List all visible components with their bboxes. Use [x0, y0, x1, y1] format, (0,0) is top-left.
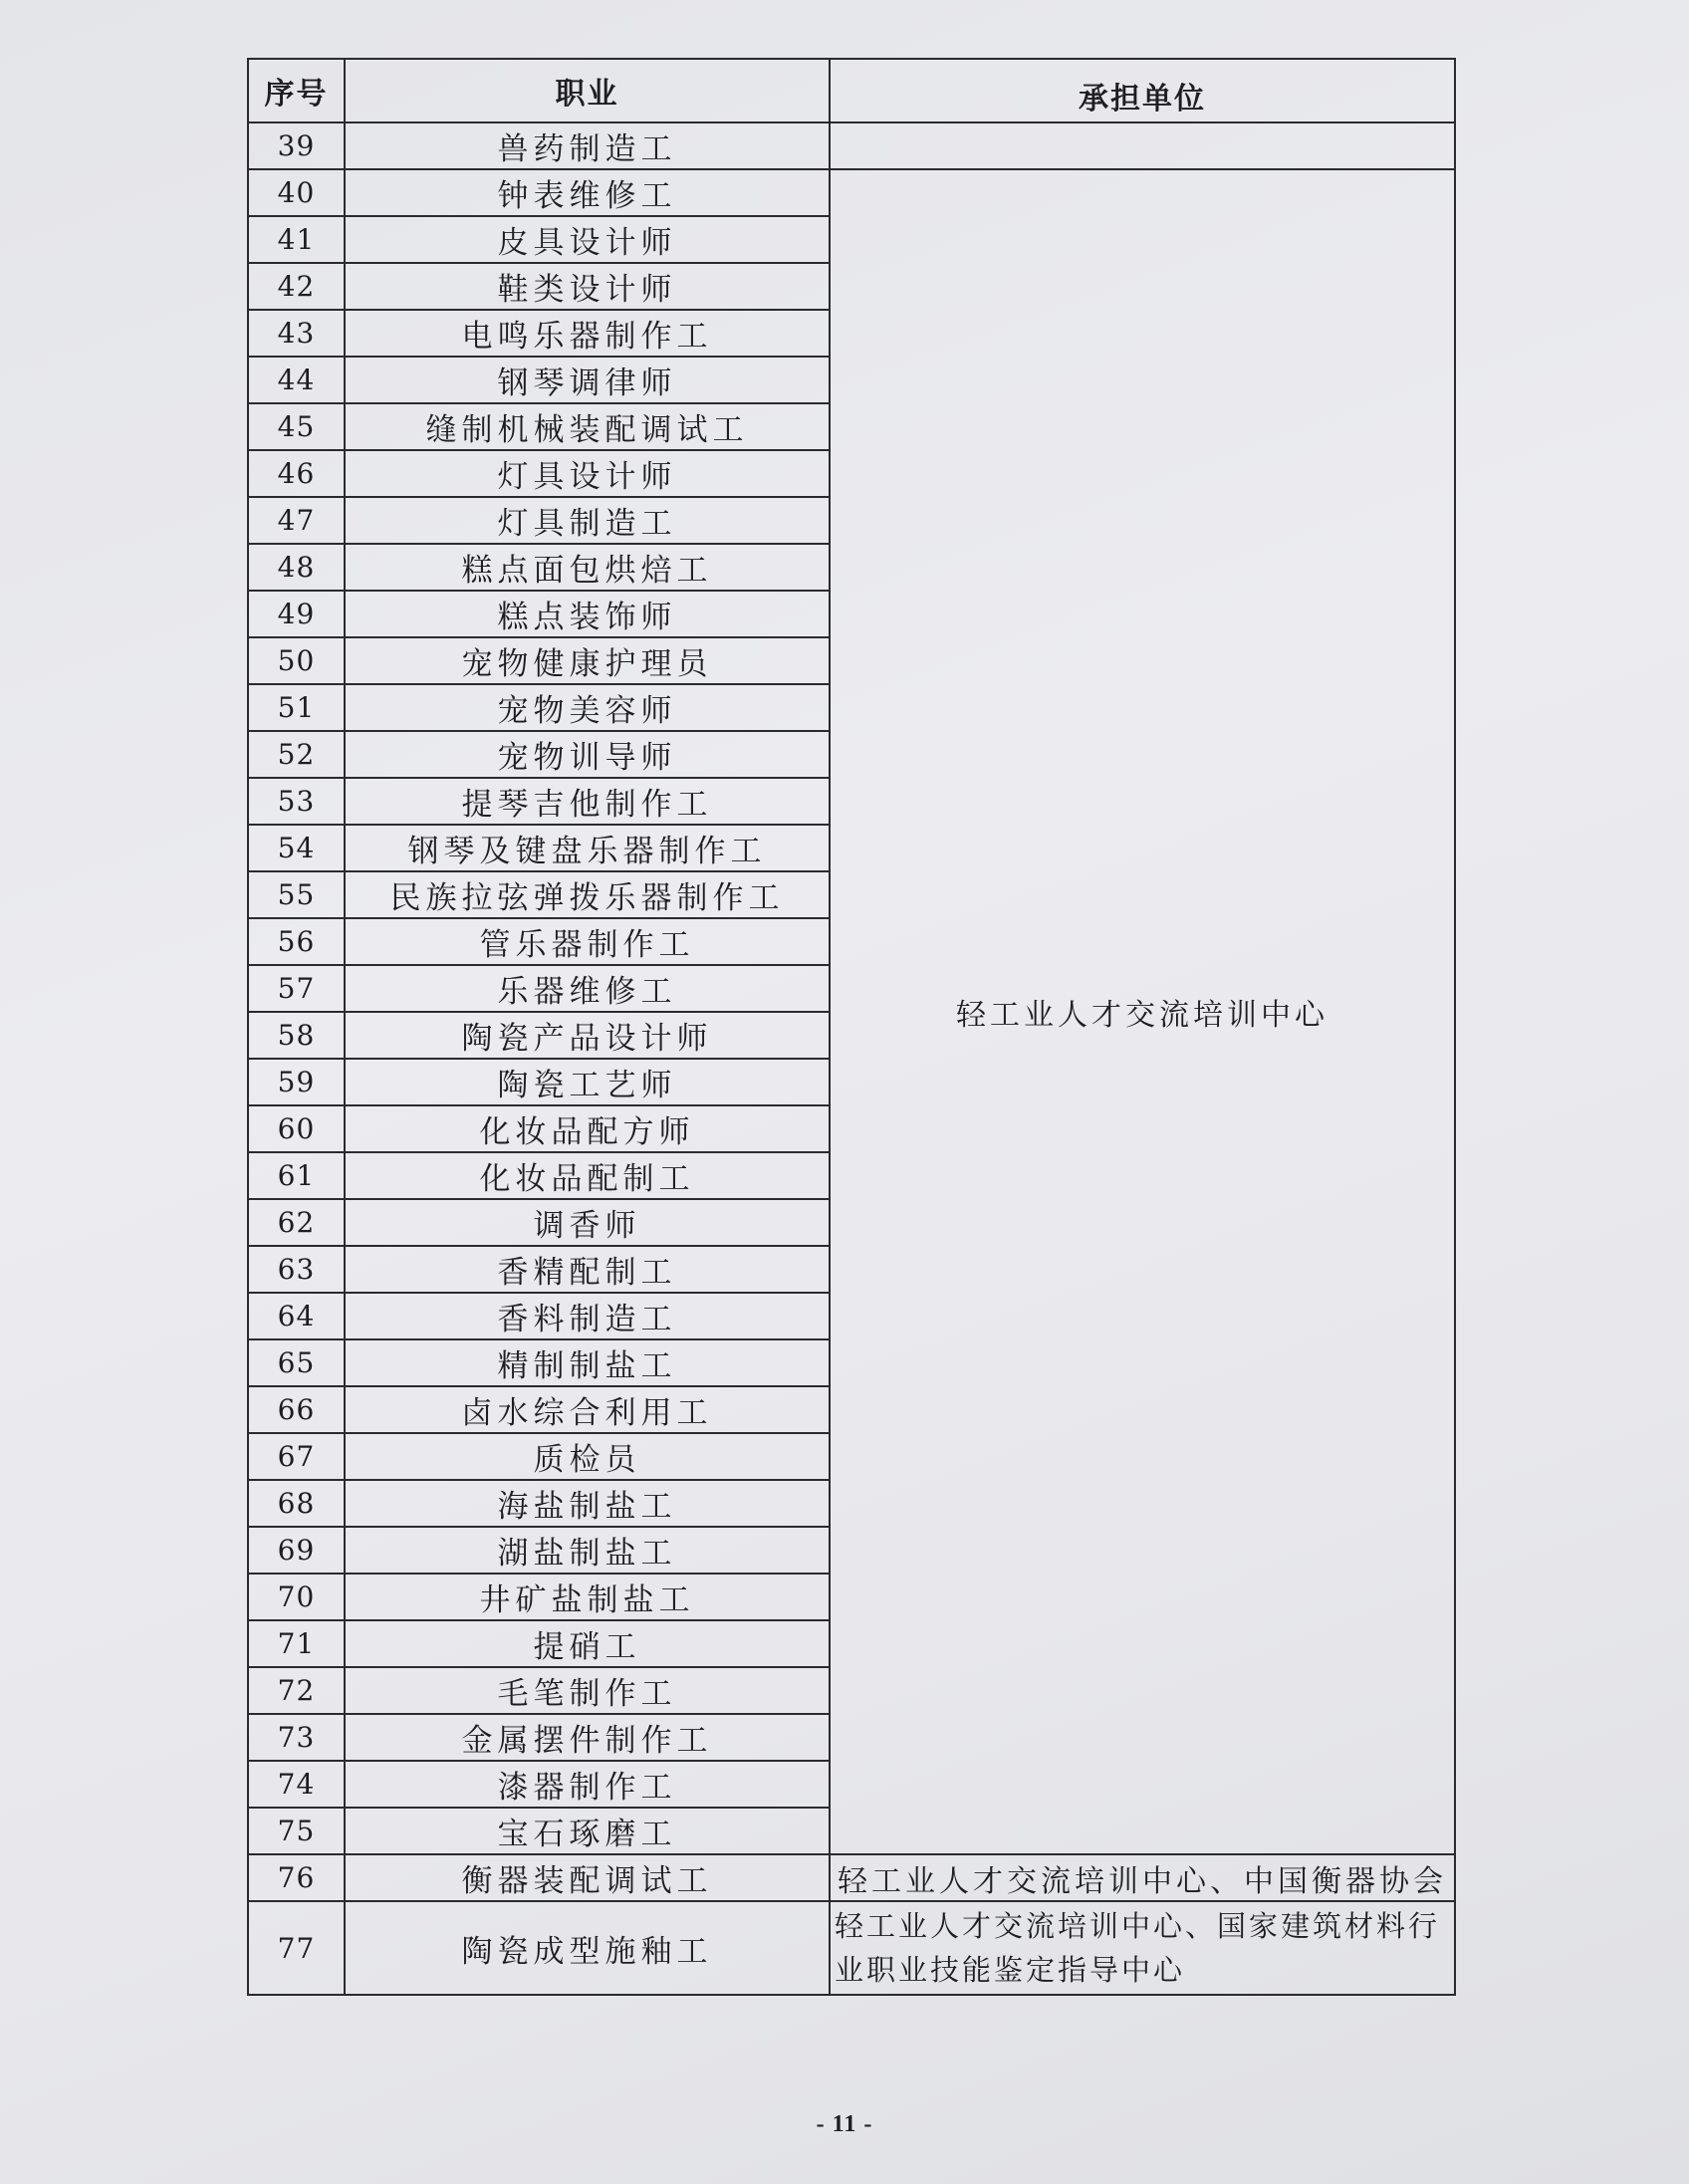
row-number: 53 [248, 778, 345, 825]
table-row [248, 1901, 1455, 1995]
row-number: 66 [248, 1386, 345, 1433]
occupation-name: 陶瓷工艺师 [345, 1059, 830, 1105]
occupation-name: 提琴吉他制作工 [345, 778, 830, 825]
row-number: 71 [248, 1620, 345, 1667]
occupation-name: 灯具设计师 [345, 450, 830, 497]
row-number: 64 [248, 1293, 345, 1339]
row-number: 48 [248, 544, 345, 591]
row-number: 57 [248, 965, 345, 1012]
row-number: 61 [248, 1152, 345, 1199]
occupation-name: 鞋类设计师 [345, 263, 830, 310]
row-number: 47 [248, 497, 345, 544]
row-number: 51 [248, 684, 345, 731]
occupation-name: 民族拉弦弹拨乐器制作工 [345, 871, 830, 918]
occupation-name: 卤水综合利用工 [345, 1386, 830, 1433]
occupation-name: 皮具设计师 [345, 216, 830, 263]
row-number: 56 [248, 918, 345, 965]
row-number: 42 [248, 263, 345, 310]
table-body [248, 122, 1455, 1995]
occupation-name: 井矿盐制盐工 [345, 1574, 830, 1620]
occupation-name: 糕点面包烘焙工 [345, 544, 830, 591]
row-number: 43 [248, 310, 345, 357]
occupation-name: 电鸣乐器制作工 [345, 310, 830, 357]
row-number: 76 [248, 1854, 345, 1901]
responsible-unit [830, 122, 1455, 169]
occupation-name: 金属摆件制作工 [345, 1714, 830, 1761]
occupation-name: 糕点装饰师 [345, 591, 830, 637]
row-number: 50 [248, 637, 345, 684]
row-number: 52 [248, 731, 345, 778]
row-number: 77 [248, 1901, 345, 1995]
table-row [248, 1854, 1455, 1901]
occupation-name: 灯具制造工 [345, 497, 830, 544]
occupation-name: 精制制盐工 [345, 1339, 830, 1386]
occupation-name: 提硝工 [345, 1620, 830, 1667]
row-number: 60 [248, 1105, 345, 1152]
row-number: 68 [248, 1480, 345, 1527]
page-number: - 11 - [816, 2111, 873, 2137]
table-row [248, 169, 1455, 216]
table-header-row [248, 59, 1455, 122]
header-seq: 序号 [248, 59, 345, 122]
occupation-name: 缝制机械装配调试工 [345, 403, 830, 450]
row-number: 54 [248, 825, 345, 871]
occupation-name: 钟表维修工 [345, 169, 830, 216]
row-number: 44 [248, 357, 345, 403]
row-number: 55 [248, 871, 345, 918]
row-number: 65 [248, 1339, 345, 1386]
row-number: 62 [248, 1199, 345, 1246]
occupation-name: 毛笔制作工 [345, 1667, 830, 1714]
occupation-name: 调香师 [345, 1199, 830, 1246]
occupation-name: 宠物训导师 [345, 731, 830, 778]
occupation-name: 衡器装配调试工 [345, 1854, 830, 1901]
occupation-name: 湖盐制盐工 [345, 1527, 830, 1574]
row-number: 75 [248, 1808, 345, 1854]
row-number: 58 [248, 1012, 345, 1059]
row-number: 69 [248, 1527, 345, 1574]
occupation-name: 钢琴及键盘乐器制作工 [345, 825, 830, 871]
occupation-name: 陶瓷成型施釉工 [345, 1901, 830, 1995]
occupation-name: 质检员 [345, 1433, 830, 1480]
row-number: 74 [248, 1761, 345, 1808]
occupation-name: 海盐制盐工 [345, 1480, 830, 1527]
row-number: 72 [248, 1667, 345, 1714]
occupation-name: 乐器维修工 [345, 965, 830, 1012]
occupation-name: 兽药制造工 [345, 122, 830, 169]
occupation-table [247, 58, 1456, 1996]
row-number: 45 [248, 403, 345, 450]
table-row [248, 122, 1455, 169]
occupation-name: 香精配制工 [345, 1246, 830, 1293]
occupation-name: 宠物美容师 [345, 684, 830, 731]
occupation-name: 宝石琢磨工 [345, 1808, 830, 1854]
row-number: 41 [248, 216, 345, 263]
responsible-unit: 轻工业人才交流培训中心、中国衡器协会 [830, 1854, 1455, 1901]
header-unit: 承担单位 [830, 59, 1455, 122]
row-number: 49 [248, 591, 345, 637]
occupation-name: 化妆品配制工 [345, 1152, 830, 1199]
responsible-unit: 轻工业人才交流培训中心 [830, 169, 1455, 1854]
row-number: 59 [248, 1059, 345, 1105]
occupation-name: 管乐器制作工 [345, 918, 830, 965]
row-number: 73 [248, 1714, 345, 1761]
row-number: 39 [248, 122, 345, 169]
occupation-name: 香料制造工 [345, 1293, 830, 1339]
row-number: 70 [248, 1574, 345, 1620]
header-occupation: 职业 [345, 59, 830, 122]
responsible-unit: 轻工业人才交流培训中心、国家建筑材料行业职业技能鉴定指导中心 [830, 1901, 1455, 1995]
occupation-name: 漆器制作工 [345, 1761, 830, 1808]
row-number: 63 [248, 1246, 345, 1293]
occupation-name: 宠物健康护理员 [345, 637, 830, 684]
occupation-name: 化妆品配方师 [345, 1105, 830, 1152]
occupation-name: 陶瓷产品设计师 [345, 1012, 830, 1059]
occupation-name: 钢琴调律师 [345, 357, 830, 403]
row-number: 67 [248, 1433, 345, 1480]
row-number: 46 [248, 450, 345, 497]
row-number: 40 [248, 169, 345, 216]
